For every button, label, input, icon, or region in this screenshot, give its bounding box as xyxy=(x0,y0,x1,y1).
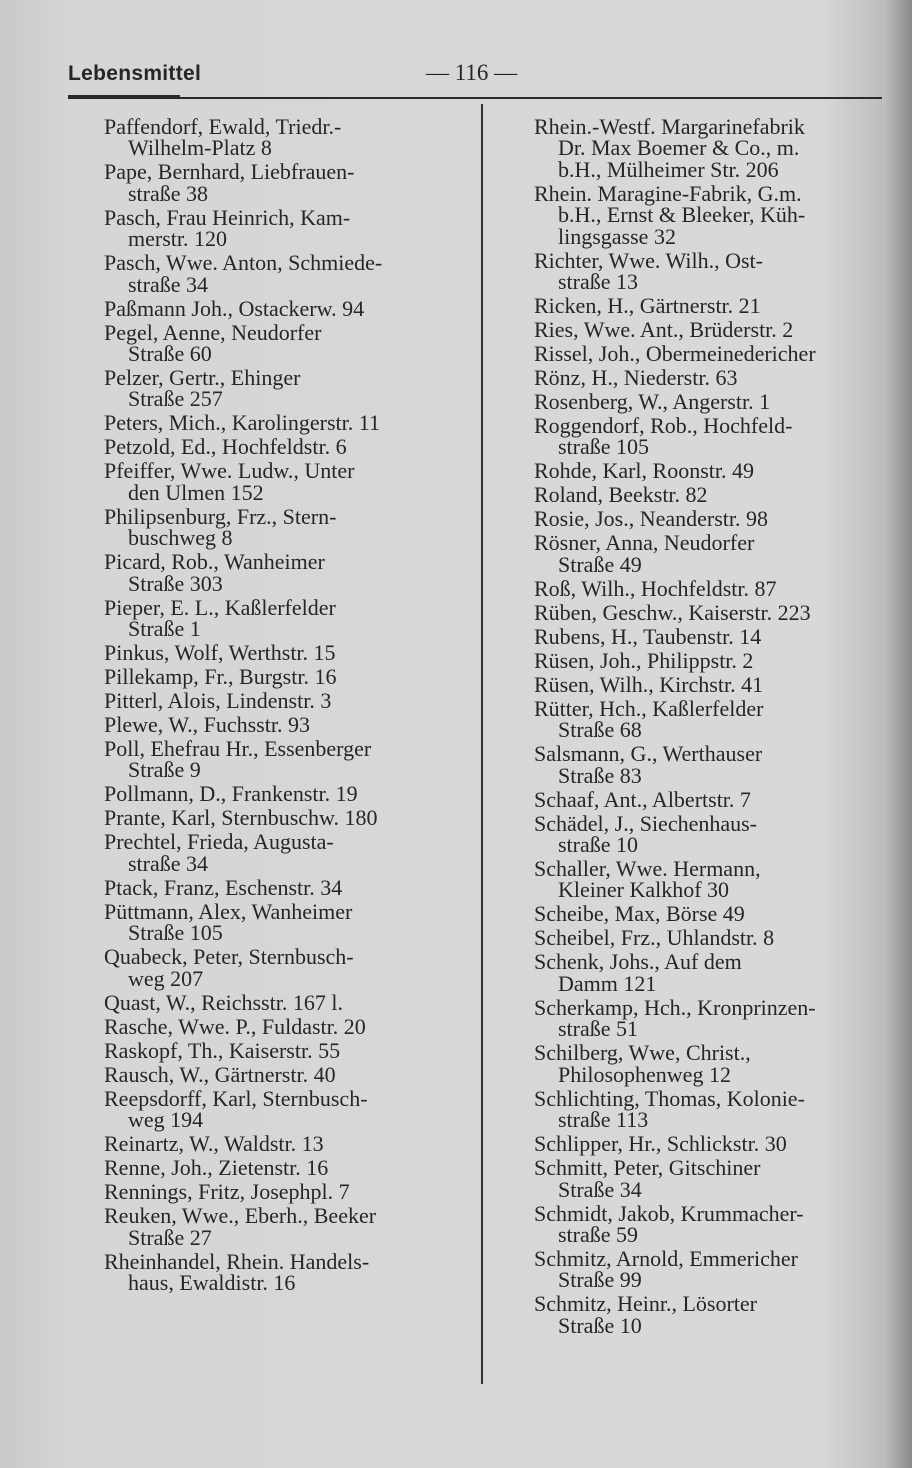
entry-line: Schenk, Johs., Auf dem xyxy=(534,949,742,975)
entry-line: Püttmann, Alex, Wanheimer xyxy=(104,898,353,924)
directory-entry xyxy=(534,389,894,415)
directory-entry xyxy=(104,204,464,252)
entry-line: Rausch, W., Gärtnerstr. 40 xyxy=(104,1061,336,1087)
entry-continuation: lingsgasse 32 xyxy=(558,223,676,249)
directory-entry xyxy=(104,1061,464,1087)
directory-entry xyxy=(534,743,894,786)
entry-continuation: merstr. 120 xyxy=(128,226,227,252)
entry-line: Richter, Wwe. Wilh., Ost- xyxy=(534,247,763,273)
directory-entry xyxy=(534,180,894,249)
directory-entry xyxy=(104,116,464,159)
page-header xyxy=(68,58,883,98)
directory-entry xyxy=(534,647,894,673)
directory-entry xyxy=(534,116,894,180)
entry-line: Scheibel, Frz., Uhlandstr. 8 xyxy=(534,925,775,951)
entry-line: Schmitz, Heinr., Lösorter xyxy=(534,1291,758,1317)
entry-line: Quabeck, Peter, Sternbusch- xyxy=(104,944,354,970)
entry-continuation: Dr. Max Boemer & Co., m. xyxy=(558,135,800,161)
entry-line: Peters, Mich., Karolingerstr. 11 xyxy=(104,410,380,436)
column-divider xyxy=(481,104,483,1384)
entry-line: Rütter, Hch., Kaßlerfelder xyxy=(534,695,764,721)
directory-entry xyxy=(104,712,464,738)
entry-line: Rüsen, Joh., Philippstr. 2 xyxy=(534,647,754,673)
directory-entry xyxy=(534,786,894,812)
entry-line: Rissel, Joh., Obermeinedericher xyxy=(534,341,816,367)
directory-entry xyxy=(104,688,464,714)
entry-line: Pieper, E. L., Kaßlerfelder xyxy=(104,594,336,620)
entry-line: Renne, Joh., Zietenstr. 16 xyxy=(104,1155,329,1181)
directory-entry xyxy=(104,1085,464,1133)
entry-continuation: Wilhelm-Platz 8 xyxy=(128,135,272,161)
entry-line: Schilberg, Wwe, Christ., xyxy=(534,1040,751,1066)
entry-line: Pape, Bernhard, Liebfrauen- xyxy=(104,159,355,185)
entry-line: Pasch, Wwe. Anton, Schmiede- xyxy=(104,250,383,276)
entry-continuation: den Ulmen 152 xyxy=(128,479,264,505)
directory-entry xyxy=(104,805,464,831)
entry-continuation: Straße 83 xyxy=(558,762,642,788)
entry-line: Rüben, Geschw., Kaiserstr. 223 xyxy=(534,599,811,625)
directory-entry xyxy=(104,551,464,594)
directory-entry xyxy=(104,410,464,436)
entry-continuation: straße 51 xyxy=(558,1016,639,1042)
entry-line: Scheibe, Max, Börse 49 xyxy=(534,901,745,927)
entry-line: Salsmann, G., Werthauser xyxy=(534,741,763,767)
entry-continuation: Damm 121 xyxy=(558,970,657,996)
directory-entry xyxy=(534,695,894,743)
directory-entry xyxy=(534,1293,894,1336)
entry-line: Paffendorf, Ewald, Triedr.- xyxy=(104,114,342,139)
right-column xyxy=(534,116,894,1339)
directory-entry xyxy=(104,594,464,642)
entry-continuation: Straße 99 xyxy=(558,1267,642,1293)
directory-entry xyxy=(104,946,464,989)
directory-entry xyxy=(104,503,464,551)
entry-line: Ptack, Franz, Eschenstr. 34 xyxy=(104,874,343,900)
directory-entry xyxy=(104,898,464,946)
entry-line: Picard, Rob., Wanheimer xyxy=(104,549,325,575)
entry-line: Pitterl, Alois, Lindenstr. 3 xyxy=(104,688,332,714)
directory-entry xyxy=(534,599,894,625)
directory-entry xyxy=(534,1157,894,1200)
directory-entry xyxy=(104,1248,464,1295)
entry-line: Rönz, H., Niederstr. 63 xyxy=(534,365,738,391)
entry-continuation: Straße 34 xyxy=(558,1176,642,1202)
entry-line: Schlipper, Hr., Schlickstr. 30 xyxy=(534,1131,787,1157)
entry-line: Schaller, Wwe. Hermann, xyxy=(534,856,761,882)
directory-entry xyxy=(104,989,464,1015)
entry-continuation: haus, Ewaldistr. 16 xyxy=(128,1269,296,1295)
directory-entry xyxy=(534,532,894,575)
entry-line: Schädel, J., Siechenhaus- xyxy=(534,810,757,836)
header-rule xyxy=(180,97,882,99)
entry-continuation: buschweg 8 xyxy=(128,525,233,551)
entry-line: Schmitz, Arnold, Emmericher xyxy=(534,1245,798,1271)
directory-entry xyxy=(534,671,894,697)
entry-line: Pfeiffer, Wwe. Ludw., Unter xyxy=(104,458,355,484)
entry-continuation: Straße 9 xyxy=(128,757,201,783)
entry-continuation: straße 13 xyxy=(558,269,639,295)
entry-line: Reuken, Wwe., Eberh., Beeker xyxy=(104,1203,377,1229)
entry-line: Rohde, Karl, Roonstr. 49 xyxy=(534,458,754,484)
entry-line: Pollmann, D., Frankenstr. 19 xyxy=(104,781,358,807)
directory-entry xyxy=(104,1205,464,1248)
entry-line: Rosie, Jos., Neanderstr. 98 xyxy=(534,506,769,532)
entry-continuation: Straße 257 xyxy=(128,386,223,412)
entry-line: Rhein. Maragine-Fabrik, G.m. xyxy=(534,180,802,206)
entry-line: Schlichting, Thomas, Kolonie- xyxy=(534,1085,805,1111)
entry-line: Rheinhandel, Rhein. Handels- xyxy=(104,1248,370,1274)
directory-entry xyxy=(104,367,464,410)
directory-entry xyxy=(534,1042,894,1085)
entry-line: Ries, Wwe. Ant., Brüderstr. 2 xyxy=(534,317,794,343)
directory-entry xyxy=(104,252,464,295)
entry-line: Paßmann Joh., Ostackerw. 94 xyxy=(104,295,365,321)
entry-continuation: Straße 68 xyxy=(558,717,642,743)
entry-continuation: straße 10 xyxy=(558,832,639,858)
entry-line: Pinkus, Wolf, Werthstr. 15 xyxy=(104,640,336,666)
entry-line: Prante, Karl, Sternbuschw. 180 xyxy=(104,805,378,831)
directory-entry xyxy=(104,831,464,874)
entry-line: Schaaf, Ant., Albertstr. 7 xyxy=(534,786,751,812)
directory-entry xyxy=(534,415,894,458)
directory-entry xyxy=(534,901,894,927)
directory-entry xyxy=(104,1013,464,1039)
directory-entry xyxy=(534,365,894,391)
directory-entry xyxy=(534,810,894,858)
entry-line: Petzold, Ed., Hochfeldstr. 6 xyxy=(104,434,347,460)
entry-line: Pasch, Frau Heinrich, Kam- xyxy=(104,204,351,230)
entry-line: Rüsen, Wilh., Kirchstr. 41 xyxy=(534,671,764,697)
directory-entry xyxy=(104,1131,464,1157)
directory-entry xyxy=(534,482,894,508)
directory-entry xyxy=(104,1179,464,1205)
directory-entry xyxy=(104,161,464,204)
directory-entry xyxy=(534,925,894,951)
entry-line: Roland, Beekstr. 82 xyxy=(534,482,708,508)
directory-entry xyxy=(534,458,894,484)
directory-entry xyxy=(534,1200,894,1247)
directory-entry xyxy=(104,640,464,666)
entry-line: Rubens, H., Taubenstr. 14 xyxy=(534,623,762,649)
entry-line: Ricken, H., Gärtnerstr. 21 xyxy=(534,293,761,319)
directory-entry xyxy=(104,781,464,807)
page-number: — 116 — xyxy=(426,60,518,85)
entry-continuation: weg 194 xyxy=(128,1107,204,1133)
entry-line: Schmidt, Jakob, Krummacher- xyxy=(534,1200,804,1226)
directory-entry xyxy=(534,506,894,532)
entry-continuation: straße 105 xyxy=(558,434,650,460)
directory-entry xyxy=(104,319,464,367)
entry-line: Pillekamp, Fr., Burgstr. 16 xyxy=(104,664,337,690)
entry-line: Reinartz, W., Waldstr. 13 xyxy=(104,1131,324,1157)
entry-line: Pegel, Aenne, Neudorfer xyxy=(104,319,322,345)
header-rule-thick xyxy=(68,95,180,99)
directory-entry xyxy=(534,858,894,901)
entry-continuation: straße 34 xyxy=(128,271,209,297)
entry-line: Reepsdorff, Karl, Sternbusch- xyxy=(104,1085,368,1111)
directory-entry xyxy=(534,1245,894,1293)
entry-continuation: straße 34 xyxy=(128,850,209,876)
directory-entry xyxy=(534,1085,894,1133)
directory-entry xyxy=(534,623,894,649)
directory-entry xyxy=(534,317,894,343)
entry-line: Pelzer, Gertr., Ehinger xyxy=(104,365,301,391)
directory-entry xyxy=(534,1131,894,1157)
directory-entry xyxy=(104,1037,464,1063)
entry-continuation: Kleiner Kalkhof 30 xyxy=(558,877,730,903)
entry-continuation: Straße 60 xyxy=(128,341,212,367)
directory-entry xyxy=(104,434,464,460)
entry-line: Rennings, Fritz, Josephpl. 7 xyxy=(104,1179,350,1205)
entry-continuation: straße 59 xyxy=(558,1221,639,1247)
entry-line: Schmitt, Peter, Gitschiner xyxy=(534,1155,761,1181)
entry-continuation: b.H., Mülheimer Str. 206 xyxy=(558,156,779,182)
entry-continuation: Straße 303 xyxy=(128,570,223,596)
directory-entry xyxy=(104,738,464,781)
entry-continuation: Straße 49 xyxy=(558,551,642,577)
entry-continuation: Philosophenweg 12 xyxy=(558,1061,731,1087)
entry-line: Philipsenburg, Frz., Stern- xyxy=(104,503,337,529)
directory-entry xyxy=(534,341,894,367)
entry-line: Rasche, Wwe. P., Fuldastr. 20 xyxy=(104,1013,366,1039)
entry-line: Prechtel, Frieda, Augusta- xyxy=(104,829,334,855)
entry-line: Plewe, W., Fuchsstr. 93 xyxy=(104,712,310,738)
entry-line: Roggendorf, Rob., Hochfeld- xyxy=(534,413,793,439)
entry-continuation: Straße 27 xyxy=(128,1224,212,1250)
entry-continuation: Straße 105 xyxy=(128,920,223,946)
entry-line: Poll, Ehefrau Hr., Essenberger xyxy=(104,736,372,762)
directory-entry xyxy=(104,295,464,321)
directory-entry xyxy=(534,247,894,295)
directory-entry xyxy=(534,951,894,994)
entry-line: Raskopf, Th., Kaiserstr. 55 xyxy=(104,1037,341,1063)
directory-entry xyxy=(534,575,894,601)
section-title: Lebensmittel xyxy=(68,62,202,85)
directory-entry xyxy=(104,460,464,503)
entry-continuation: weg 207 xyxy=(128,965,204,991)
left-column xyxy=(104,116,464,1296)
entry-continuation: straße 38 xyxy=(128,180,209,206)
directory-entry xyxy=(104,664,464,690)
entry-line: Rosenberg, W., Angerstr. 1 xyxy=(534,389,771,415)
entry-line: Rösner, Anna, Neudorfer xyxy=(534,530,755,556)
entry-continuation: Straße 10 xyxy=(558,1312,642,1338)
entry-line: Rhein.-Westf. Margarinefabrik xyxy=(534,114,805,139)
directory-entry xyxy=(534,994,894,1042)
directory-entry xyxy=(104,1155,464,1181)
entry-line: Quast, W., Reichsstr. 167 l. xyxy=(104,989,343,1015)
entry-continuation: Straße 1 xyxy=(128,616,201,642)
entry-line: Scherkamp, Hch., Kronprinzen- xyxy=(534,994,816,1020)
directory-entry xyxy=(534,293,894,319)
directory-entry xyxy=(104,874,464,900)
entry-line: Roß, Wilh., Hochfeldstr. 87 xyxy=(534,575,777,601)
entry-continuation: straße 113 xyxy=(558,1107,649,1133)
entry-continuation: b.H., Ernst & Bleeker, Küh- xyxy=(558,202,806,228)
